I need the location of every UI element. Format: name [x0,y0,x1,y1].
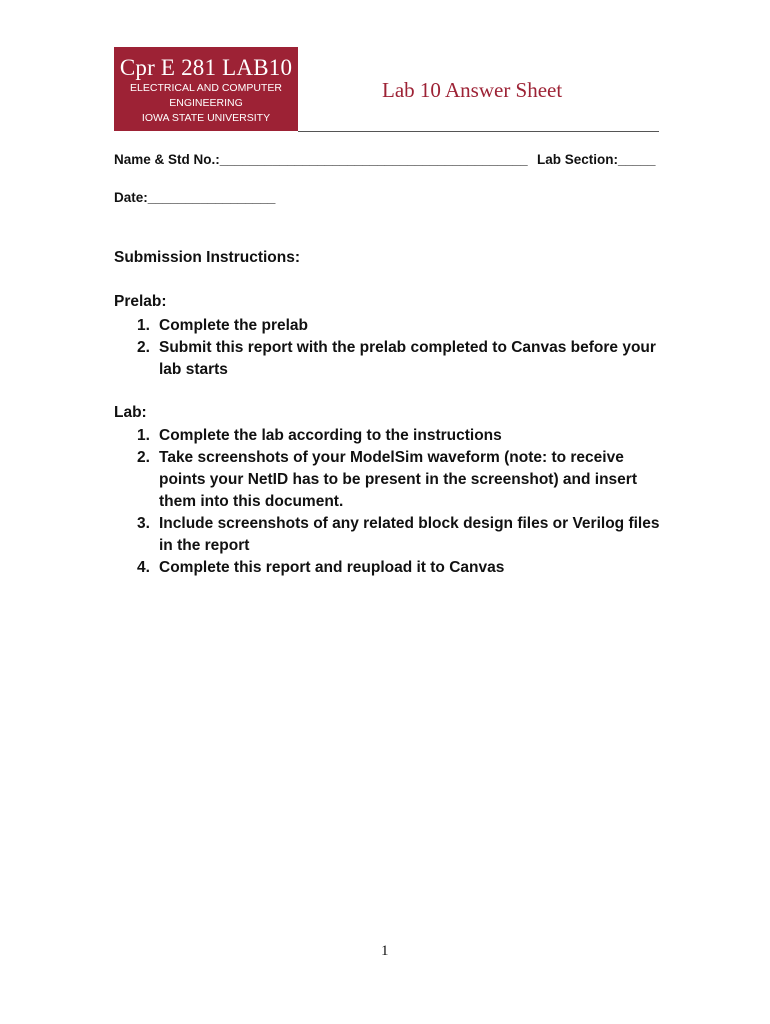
item-text: Complete this report and reupload it to Canvas [159,559,505,576]
item-number: 1. [137,427,150,444]
date-field: Date:_________________ [114,190,276,205]
lab-section-field: Lab Section:_____ [537,152,656,167]
prelab-steps-list [114,315,674,381]
item-text: Take screenshots of your ModelSim waveform (note: to receive points your NetID has to be present in the screenshot) and insert them into this document. [159,449,637,510]
list-item [114,447,674,513]
item-number: 1. [137,317,150,334]
lab-heading: Lab: [114,404,147,421]
course-header-box [114,47,298,131]
department-line-1: ELECTRICAL AND COMPUTER [130,82,282,94]
department-line-2: ENGINEERING [169,97,243,109]
list-item [114,337,674,381]
item-number: 4. [137,559,150,576]
name-std-field: Name & Std No.:_________________________________________ [114,152,528,167]
list-item [114,513,674,557]
item-number: 2. [137,339,150,356]
prelab-heading: Prelab: [114,293,167,310]
university-line: IOWA STATE UNIVERSITY [141,112,271,124]
list-item [114,315,674,337]
header-divider [298,131,659,132]
list-item [114,557,674,579]
list-item [114,425,674,447]
item-text: Include screenshots of any related block design files or Verilog files in the report [159,515,660,554]
item-text: Complete the prelab [159,317,308,334]
page-number: 1 [381,943,389,959]
course-title: Cpr E 281 LAB10 [119,55,293,80]
item-number: 2. [137,449,150,466]
item-number: 3. [137,515,150,532]
lab-steps-list [114,425,674,579]
answer-sheet-title: Lab 10 Answer Sheet [382,78,563,102]
item-text: Complete the lab according to the instructions [159,427,502,444]
item-text: Submit this report with the prelab completed to Canvas before your lab starts [159,339,656,378]
submission-instructions-heading: Submission Instructions: [114,249,301,266]
